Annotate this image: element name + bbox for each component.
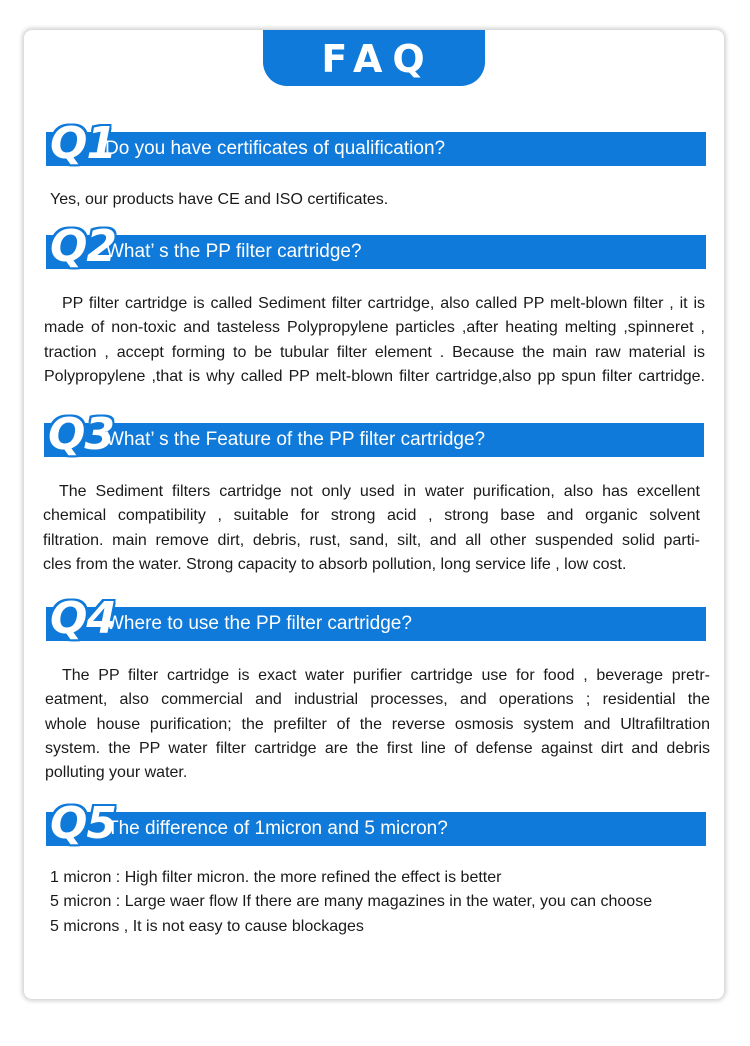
answer-1 <box>50 188 710 212</box>
answer-line: polluting your water. <box>45 764 188 782</box>
answer-4 <box>45 664 710 785</box>
answer-line: The Sediment filters cartridge not only used in water purification, also has excellent <box>59 483 700 500</box>
answer-3 <box>43 480 700 577</box>
answer-5 <box>50 866 710 939</box>
question-text-4: Where to use the PP filter cartridge? <box>106 613 412 634</box>
answer-line: filtration. main remove dirt, debris, rust, sand, silt, and all other suspended solid parti- <box>43 531 700 549</box>
answer-line: 5 microns , It is not easy to cause blockages <box>50 917 364 935</box>
answer-line: Polypropylene ,that is why called PP melt-blown filter cartridge,also pp spun filter cartridge. <box>44 367 705 385</box>
question-number-1: Q1 <box>50 118 117 169</box>
answer-line: made of non-toxic and tasteless Polypropylene particles ,after heating melting ,spinneret , <box>44 319 705 337</box>
question-text-5: The difference of 1micron and 5 micron? <box>107 818 448 839</box>
answer-line: Yes, our products have CE and ISO certificates. <box>50 191 389 208</box>
question-number-3: Q3 <box>48 409 115 460</box>
answer-line: cles from the water. Strong capacity to absorb pollution, long service life , low cost. <box>43 555 627 573</box>
question-text-3: What’ s the Feature of the PP filter cartridge? <box>106 429 486 450</box>
answer-line: 1 micron : High filter micron. the more refined the effect is better <box>50 869 502 886</box>
answer-line: system. the PP water filter cartridge are the first line of defense against dirt and debris <box>45 739 710 757</box>
question-text-1: Do you have certificates of qualification? <box>105 138 446 159</box>
answer-line: chemical compatibility , suitable for strong acid , strong base and organic solvent <box>43 507 700 525</box>
answer-line: PP filter cartridge is called Sediment filter cartridge, also called PP melt-blown filter , it is <box>62 295 705 312</box>
answer-2 <box>44 292 705 389</box>
question-number-5: Q5 <box>50 798 117 849</box>
question-number-2: Q2 <box>50 221 117 272</box>
page-title: FAQ <box>263 30 485 86</box>
answer-line: 5 micron : Large waer flow If there are many magazines in the water, you can choose <box>50 893 653 911</box>
answer-line: The PP filter cartridge is exact water purifier cartridge use for food , beverage pretr- <box>62 667 710 684</box>
question-text-2: What’ s the PP filter cartridge? <box>106 241 362 262</box>
answer-line: eatment, also commercial and industrial processes, and operations ; residential the <box>45 691 710 709</box>
answer-line: whole house purification; the prefilter of the reverse osmosis system and Ultrafiltration <box>45 715 710 733</box>
question-number-4: Q4 <box>50 593 117 644</box>
answer-line: traction , accept forming to be tubular filter element . Because the main raw material is <box>44 343 705 361</box>
